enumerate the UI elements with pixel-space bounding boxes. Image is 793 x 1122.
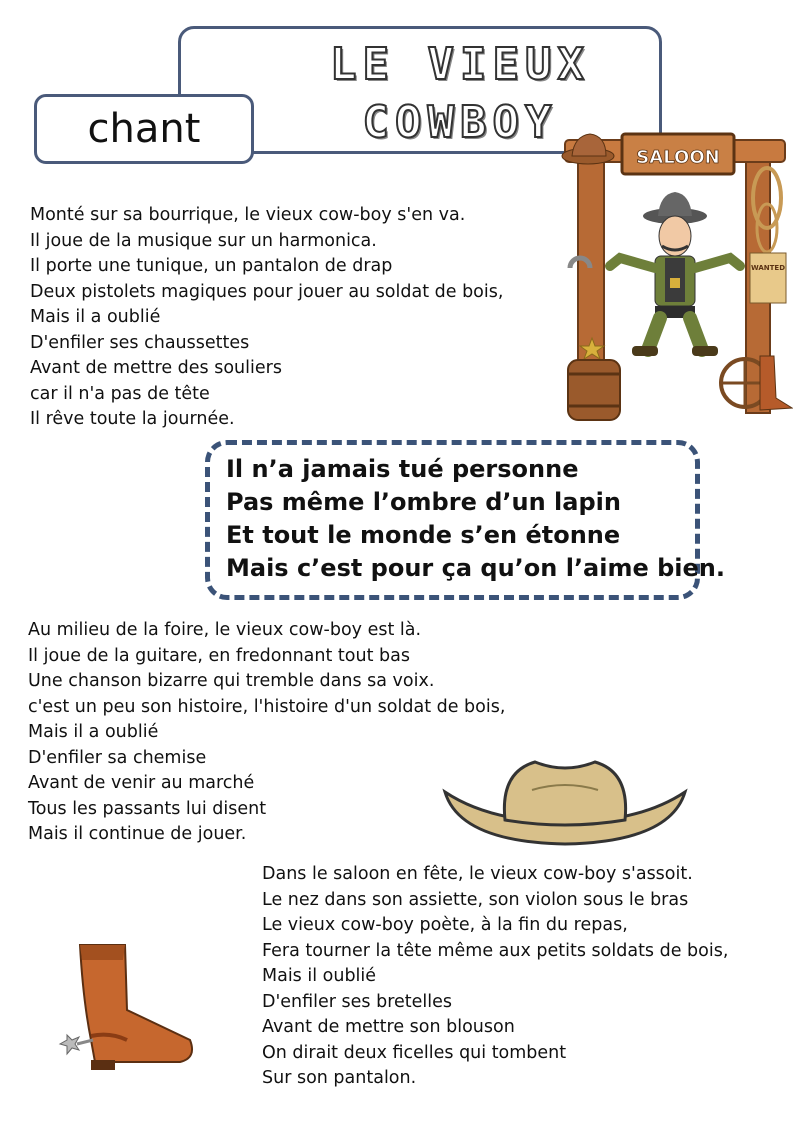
- verse-line: Il joue de la guitare, en fredonnant tout bas: [28, 645, 410, 666]
- chant-label: chant: [34, 94, 254, 164]
- verse-line: On dirait deux ficelles qui tombent: [262, 1042, 567, 1063]
- verse-line: Monté sur sa bourrique, le vieux cow-boy s'en va.: [30, 205, 466, 225]
- refrain: [226, 453, 725, 585]
- refrain-line: Pas même l’ombre d’un lapin: [226, 488, 621, 516]
- verse-line: Il joue de la musique sur un harmonica.: [30, 230, 377, 251]
- verse-2: [28, 618, 505, 848]
- verse-line: c'est un peu son histoire, l'histoire d'un soldat de bois,: [28, 696, 506, 717]
- title-line-1: LE VIEUX: [330, 39, 590, 90]
- refrain-line: Et tout le monde s’en étonne: [226, 521, 621, 549]
- verse-line: Il rêve toute la journée.: [30, 409, 235, 429]
- verse-line: Deux pistolets magiques pour jouer au soldat de bois,: [30, 281, 504, 302]
- verse-line: Fera tourner la tête même aux petits soldats de bois,: [262, 940, 729, 961]
- verse-line: D'enfiler sa chemise: [28, 747, 207, 768]
- verse-line: Au milieu de la foire, le vieux cow-boy est là.: [28, 620, 422, 640]
- verse-line: Dans le saloon en fête, le vieux cow-boy s'assoit.: [262, 864, 693, 884]
- verse-3: [262, 862, 728, 1092]
- saloon-sign: SALOON: [636, 147, 720, 168]
- verse-line: D'enfiler ses chaussettes: [30, 332, 250, 353]
- wanted-sign: WANTED: [750, 264, 786, 272]
- verse-line: Il porte une tunique, un pantalon de drap: [30, 256, 393, 276]
- verse-line: Avant de mettre son blouson: [262, 1017, 515, 1037]
- verse-line: Mais il oublié: [262, 966, 377, 986]
- verse-line: Le nez dans son assiette, son violon sous le bras: [262, 889, 689, 910]
- refrain-line: Il n’a jamais tué personne: [226, 455, 579, 483]
- saloon-cowboy-illustration: [560, 128, 793, 428]
- verse-line: Mais il a oublié: [28, 722, 159, 742]
- title-line-2: COWBOY: [362, 97, 558, 148]
- verse-line: Le vieux cow-boy poète, à la fin du repas,: [262, 915, 628, 935]
- verse-line: car il n'a pas de tête: [30, 383, 210, 404]
- verse-line: Sur son pantalon.: [262, 1068, 417, 1088]
- verse-line: Mais il continue de jouer.: [28, 824, 247, 844]
- cowboy-hat-icon: [440, 752, 690, 852]
- verse-line: Une chanson bizarre qui tremble dans sa voix.: [28, 671, 435, 691]
- verse-1: [30, 203, 503, 433]
- refrain-line: Mais c’est pour ça qu’on l’aime bien.: [226, 554, 726, 582]
- cowboy-boot-icon: [55, 940, 205, 1075]
- verse-line: D'enfiler ses bretelles: [262, 991, 453, 1012]
- verse-line: Avant de mettre des souliers: [30, 358, 282, 378]
- verse-line: Tous les passants lui disent: [28, 798, 267, 819]
- verse-line: Mais il a oublié: [30, 307, 161, 327]
- verse-line: Avant de venir au marché: [28, 773, 255, 793]
